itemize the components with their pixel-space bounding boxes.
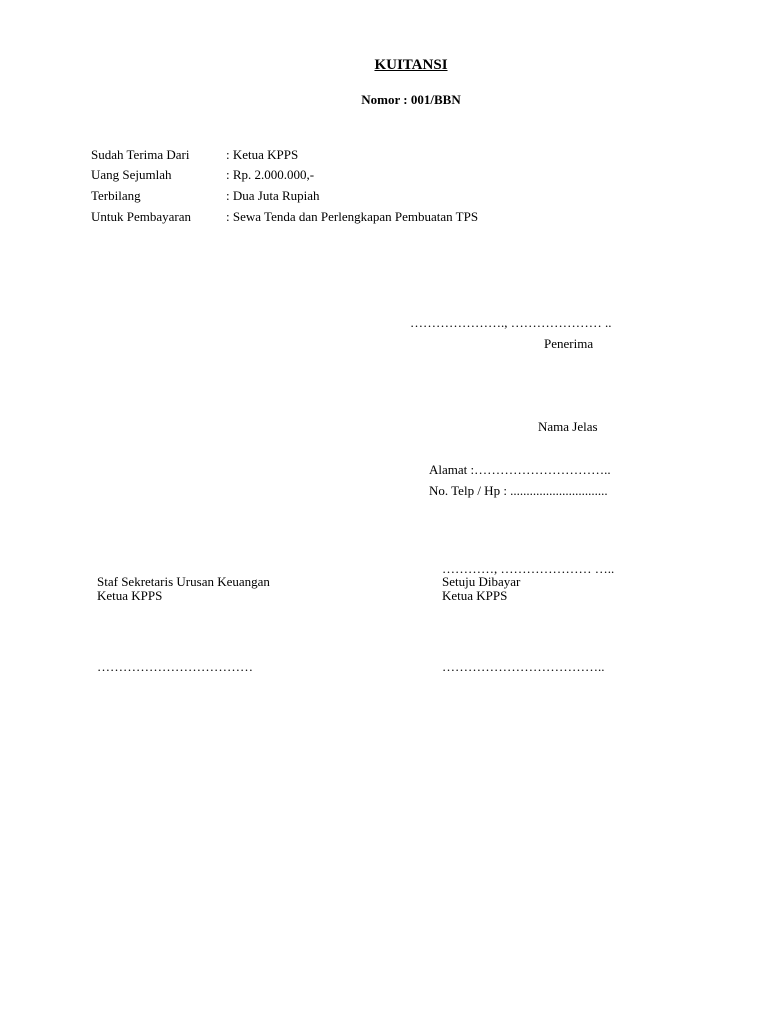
document-title: KUITANSI [374,57,448,73]
receipt-number: Nomor : 001/BBN [361,92,461,107]
field-value-amount-in-words: : Dua Juta Rupiah [226,188,320,203]
footer-left-signature: ……………………………… [97,659,253,674]
field-label-payment-for: Untuk Pembayaran [91,209,192,224]
footer-right-line2: Ketua KPPS [442,588,508,603]
footer-right-place-date: …………, ………………… ….. [442,561,615,576]
receiver-name: Nama Jelas [538,419,598,434]
field-value-payment-for: : Sewa Tenda dan Perlengkapan Pembuatan TPS [226,209,479,224]
receiver-phone: No. Telp / Hp : .............................. [429,483,608,498]
field-value-received-from: : Ketua KPPS [226,147,299,162]
footer-right-line1: Setuju Dibayar [442,574,521,589]
receiver-role: Penerima [544,336,594,351]
footer-left-line1: Staf Sekretaris Urusan Keuangan [97,574,270,589]
receiver-address: Alamat :………………………….. [429,462,611,477]
field-label-received-from: Sudah Terima Dari [91,147,190,162]
footer-right-signature: ……………………………….. [442,659,605,674]
receiver-place-date: …………………., ………………… .. [410,315,612,330]
field-value-amount: : Rp. 2.000.000,- [226,167,315,182]
footer-left-line2: Ketua KPPS [97,588,163,603]
field-label-amount-in-words: Terbilang [91,188,141,203]
field-label-amount: Uang Sejumlah [91,167,172,182]
